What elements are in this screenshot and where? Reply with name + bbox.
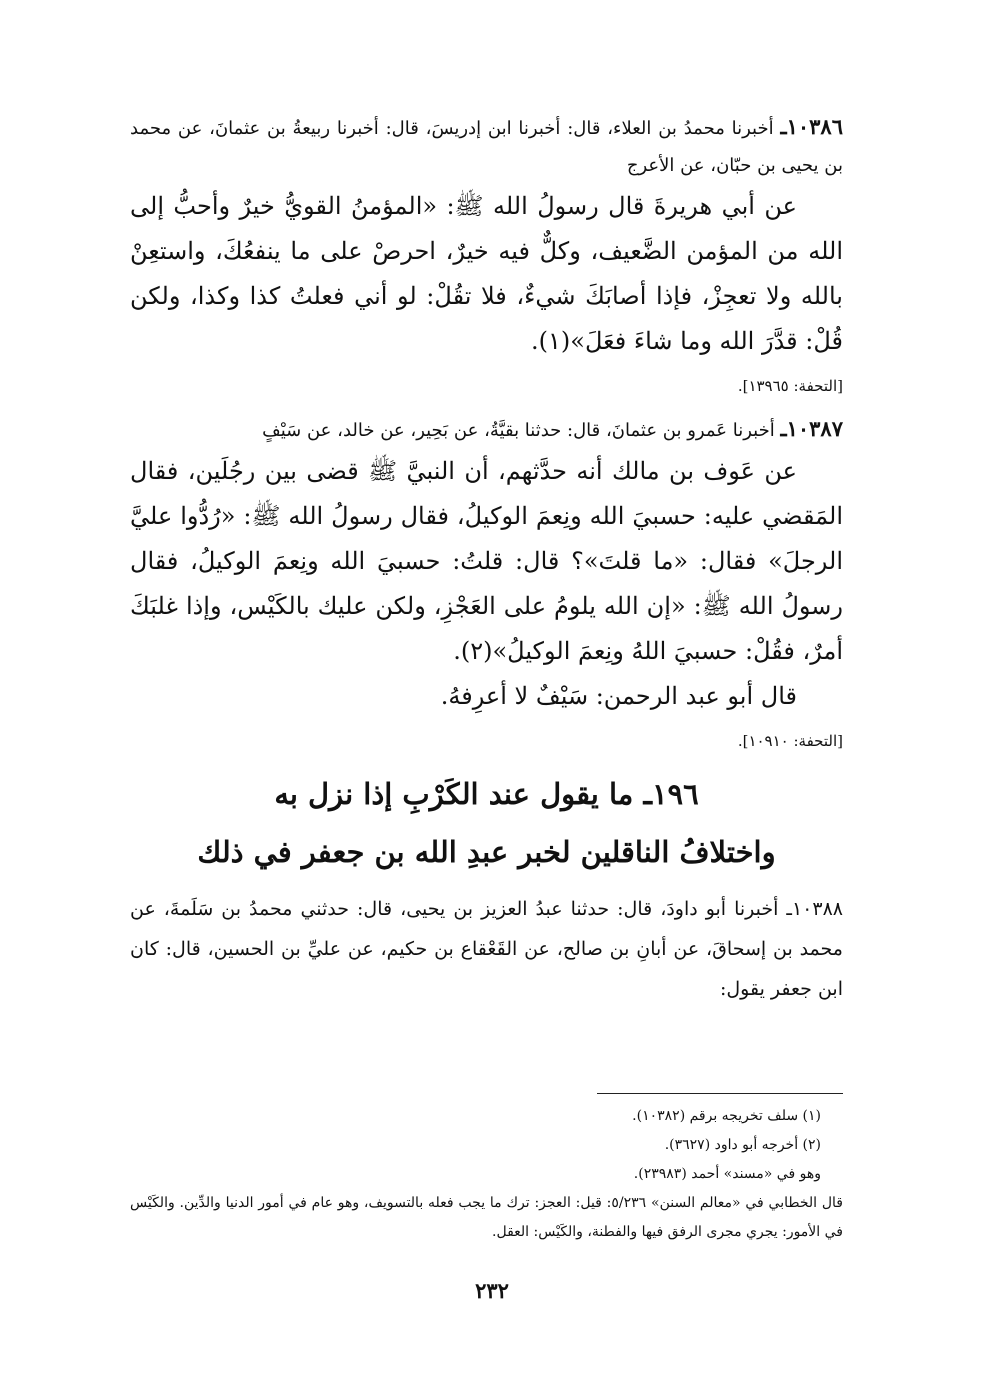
hadith-number: ١٠٣٨٧ـ (780, 416, 843, 441)
footnote-2-continuation: وهو في «مسند» أحمد (٢٣٩٨٣). (633, 1166, 821, 1182)
footnote-1: (١) سلف تخريجه برقم (١٠٣٨٢). (632, 1108, 821, 1124)
tuhfa-reference: [التحفة: ١٠٩١٠]. (737, 732, 843, 750)
page-body (130, 108, 843, 1009)
hadith-1387-matn: عن عَوف بن مالك أنه حدَّثهم، أن النبيَّ ﷺ قضى بين رجُلَين، فقال المَقضي عليه: حسبيَ الله ونِعمَ الوكيلُ، فقال رسولُ الله ﷺ: «رُدُّوا عليَّ الرجلَ» فقال: «ما قلتَ»؟ قال: قلتُ: حسبيَ الله ونِعمَ الوكيلُ، فقال رسولُ الله ﷺ: «إن الله يلومُ على العَجْزِ، ولكن عليك بالكَيْس، وإذا غلبَكَ أمرٌ، فقُلْ: حسبيَ اللهُ ونِعمَ الوكيلُ»(٢). (130, 457, 843, 665)
isnad-text: أخبرنا أبو داودَ، قال: حدثنا عبدُ العزيز بن يحيى، قال: حدثني محمدُ بن سَلَمةَ، عن محمد بن إسحاقَ، عن أبانِ بن صالح، عن القَعْقاع بن حكيم، عن عليِّ بن الحسين، قال: كان ابن جعفر يقول: (130, 898, 843, 1000)
chapter-heading (130, 765, 843, 881)
hadith-1386-matn: عن أبي هريرةَ قال رسولُ الله ﷺ: «المؤمنُ القويُّ خيرٌ وأحبُّ إلى الله من المؤمن الضَّعيف، وكلٌّ فيه خيرٌ، احرصْ على ما ينفعُكَ، واستعِنْ بالله ولا تعجِزْ، فإذا أصابَكَ شيءٌ، فلا تقُلْ: لو أني فعلتُ كذا وكذا، ولكن قُلْ: قدَّرَ الله وما شاءَ فعَلَ»(١). (130, 192, 843, 355)
hadith-1387-isnad (130, 410, 843, 449)
hadith-1386-isnad (130, 108, 843, 184)
isnad-text: أخبرنا محمدُ بن العلاء، قال: أخبرنا ابن إدريسَ، قال: أخبرنا ربيعةُ بن عثمانَ، عن محمد بن يحيى بن حبّان، عن الأعرج (130, 118, 843, 176)
footnote-divider (597, 1093, 843, 1094)
footnotes (130, 1102, 843, 1247)
chapter-title-line-1: ١٩٦ـ ما يقول عند الكَرْبِ إذا نزل به (274, 777, 699, 811)
page-number: ٢٣٢ (475, 1278, 509, 1303)
author-comment: قال أبو عبد الرحمن: سَيْفٌ لا أعرِفهُ. (440, 682, 797, 710)
isnad-text: أخبرنا عَمرو بن عثمانَ، قال: حدثنا بقيَّةُ، عن بَحِير، عن خالد، عن سَيْفٍ (262, 420, 775, 441)
footnote-2-note: قال الخطابي في «معالم السنن» ٥/٢٣٦: قيل: العجز: ترك ما يجب فعله بالتسويف، وهو عام في أمور الدنيا والدِّين. والكَيْس في الأمور: يجري مجرى الرفق فيها والفطنة، والكَيْس: العقل. (130, 1195, 843, 1240)
hadith-1388-isnad (130, 889, 843, 1009)
chapter-title-line-2: واختلافُ الناقلين لخبر عبدِ الله بن جعفر في ذلك (197, 835, 776, 869)
hadith-number: ١٠٣٨٦ـ (780, 114, 843, 139)
hadith-number: ١٠٣٨٨ـ (786, 898, 843, 920)
footnote-2: (٢) أخرجه أبو داود (٣٦٢٧). (664, 1137, 821, 1153)
tuhfa-reference: [التحفة: ١٣٩٦٥]. (737, 377, 843, 395)
